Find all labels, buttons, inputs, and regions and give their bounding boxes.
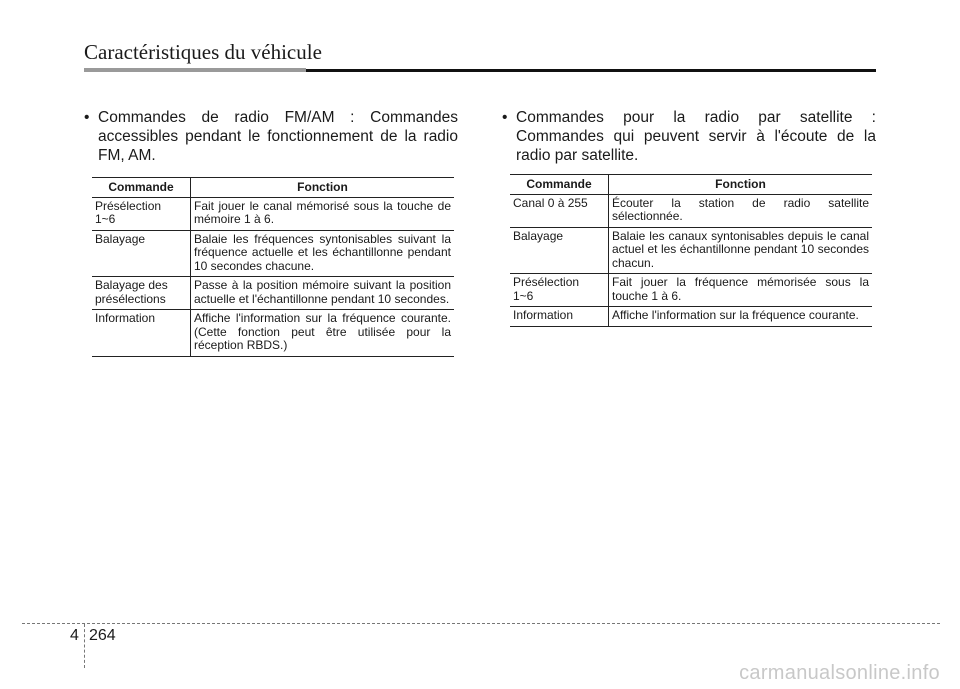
table-row <box>92 277 454 310</box>
table-row <box>92 197 454 230</box>
command-text: Balayage des présélections <box>95 278 168 306</box>
column-header-commande: Commande <box>510 175 609 195</box>
function-cell: Affiche l'information sur la fréquence courante. (Cette fonction peut être utilisée pour la réception RBDS.) <box>191 310 455 357</box>
function-cell: Affiche l'information sur la fréquence courante. <box>609 307 873 327</box>
table-row <box>92 230 454 277</box>
page-number: 264 <box>89 627 116 644</box>
table-row <box>510 194 872 227</box>
function-cell: Balaie les canaux syntonisables depuis le canal actuel et les échantillonne pendant 10 secondes chacun. <box>609 227 873 274</box>
command-cell <box>92 277 191 310</box>
command-text: Information <box>95 311 156 325</box>
chapter-number: 4 <box>70 627 79 644</box>
footer-divider <box>22 623 940 624</box>
page-title: Caractéristiques du véhicule <box>84 40 322 64</box>
command-cell <box>92 197 191 230</box>
left-column <box>84 108 458 357</box>
column-header-fonction: Fonction <box>191 178 455 198</box>
command-cell <box>92 230 191 277</box>
command-text: Balayage <box>513 228 564 243</box>
right-column <box>502 108 876 327</box>
function-cell: Passe à la position mémoire suivant la position actuelle et l'échantillonne pendant 10 secondes. <box>191 277 455 310</box>
fm-am-controls-table <box>92 177 454 357</box>
fm-am-bullet <box>84 108 458 165</box>
command-cell <box>510 307 609 327</box>
watermark-text: carmanualsonline.info <box>739 662 940 684</box>
table-row <box>510 227 872 274</box>
function-cell: Écouter la station de radio satellite sélectionnée. <box>609 194 873 227</box>
satellite-bullet-text: Commandes pour la radio par satellite : Commandes qui peuvent servir à l'écoute de la radio par satellite. <box>516 109 876 164</box>
function-cell: Fait jouer le canal mémorisé sous la touche de mémoire 1 à 6. <box>191 197 455 230</box>
function-cell: Balaie les fréquences syntonisables suivant la fréquence actuelle et les échantillonne pendant 10 secondes chacune. <box>191 230 455 277</box>
satellite-controls-table <box>510 174 872 327</box>
fm-am-bullet-text: Commandes de radio FM/AM : Commandes accessibles pendant le fonctionnement de la radio FM, AM. <box>98 109 458 164</box>
table-row <box>92 310 454 357</box>
column-header-commande: Commande <box>92 178 191 198</box>
table-row <box>510 274 872 307</box>
satellite-bullet <box>502 108 876 165</box>
header-accent-bar <box>84 68 306 72</box>
command-cell <box>510 274 609 307</box>
bullet-dot: • <box>502 109 508 126</box>
table-header-row <box>92 178 454 198</box>
command-text: Information <box>513 308 574 322</box>
command-text: Canal 0 à 255 <box>513 195 588 210</box>
header-rule <box>306 69 876 72</box>
column-header-fonction: Fonction <box>609 175 873 195</box>
command-text: Balayage <box>95 231 146 246</box>
command-cell <box>92 310 191 357</box>
function-cell: Fait jouer la fréquence mémorisée sous la touche 1 à 6. <box>609 274 873 307</box>
command-text: Présélection 1~6 <box>513 275 580 303</box>
command-cell <box>510 227 609 274</box>
command-text: Présélection 1~6 <box>95 198 162 226</box>
command-cell <box>510 194 609 227</box>
bullet-dot: • <box>84 109 90 126</box>
table-row <box>510 307 872 327</box>
table-header-row <box>510 175 872 195</box>
footer-vertical-divider <box>84 624 85 668</box>
